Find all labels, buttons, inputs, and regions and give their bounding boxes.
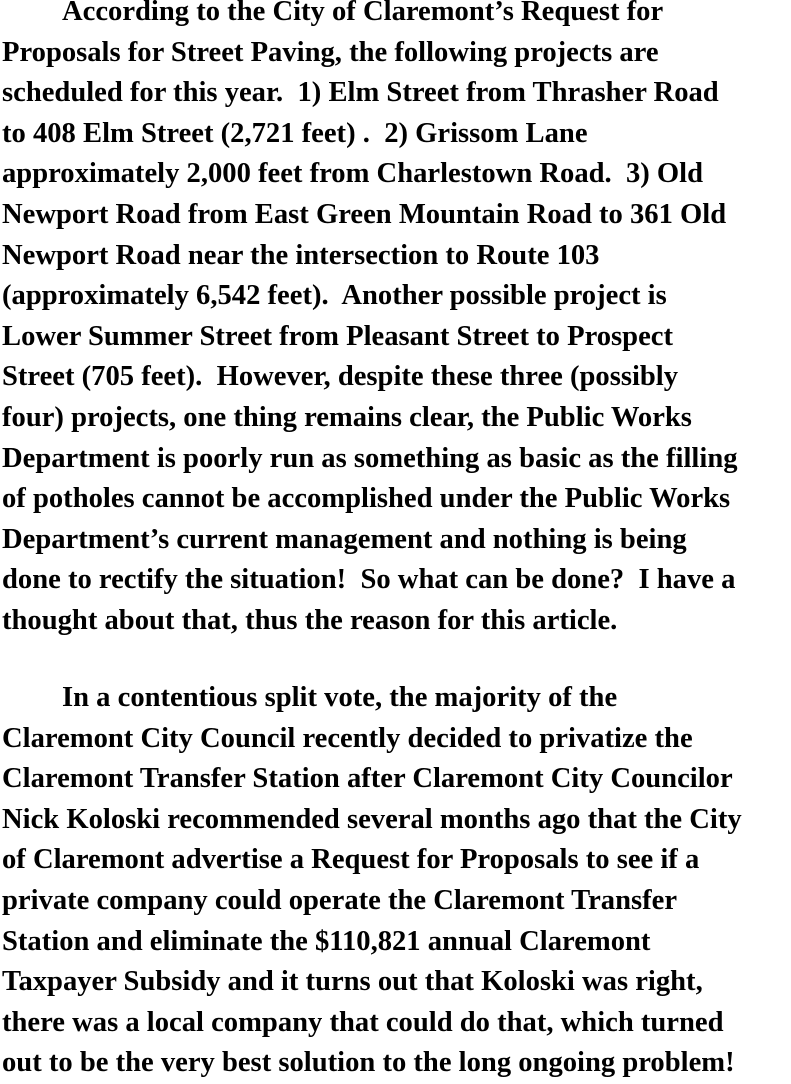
text-line: Newport Road near the intersection to Route 103 xyxy=(2,239,600,271)
text-line: Claremont City Council recently decided to privatize the xyxy=(2,722,693,754)
text-line: Taxpayer Subsidy and it turns out that Koloski was right, xyxy=(2,966,703,998)
text-line: Claremont Transfer Station after Claremont City Councilor xyxy=(2,763,733,795)
text-line: Newport Road from East Green Mountain Road to 361 Old xyxy=(2,198,727,230)
paragraph-street-paving xyxy=(2,0,790,642)
text-line: of Claremont advertise a Request for Proposals to see if a xyxy=(2,844,700,876)
text-line: private company could operate the Claremont Transfer xyxy=(2,884,678,916)
paragraph-transfer-station xyxy=(2,678,790,1084)
text-line: four) projects, one thing remains clear, the Public Works xyxy=(2,401,692,433)
text-line: Department is poorly run as something as basic as the filling xyxy=(2,442,738,474)
text-line: Proposals for Street Paving, the following projects are xyxy=(2,36,659,68)
text-line: In a contentious split vote, the majority of the xyxy=(62,682,618,713)
text-line: thought about that, thus the reason for this article. xyxy=(2,604,618,636)
text-line: scheduled for this year. 1) Elm Street from Thrasher Road xyxy=(2,77,719,109)
text-line: Street (705 feet). However, despite these three (possibly xyxy=(2,361,679,393)
text-line: Lower Summer Street from Pleasant Street to Prospect xyxy=(2,320,673,352)
text-line: there was a local company that could do that, which turned xyxy=(2,1006,724,1038)
text-line: done to rectify the situation! So what can be done? I have a xyxy=(2,564,736,596)
text-line: of potholes cannot be accomplished under the Public Works xyxy=(2,483,731,515)
text-line: Station and eliminate the $110,821 annual Claremont xyxy=(2,925,651,957)
text-line: Nick Koloski recommended several months ago that the City xyxy=(2,803,742,835)
text-line: (approximately 6,542 feet). Another possible project is xyxy=(2,280,667,312)
text-line: Department’s current management and nothing is being xyxy=(2,523,687,555)
text-line: According to the City of Claremont’s Request for xyxy=(62,0,664,27)
text-line: out to be the very best solution to the long ongoing problem! xyxy=(2,1047,735,1079)
text-line: to 408 Elm Street (2,721 feet) . 2) Grissom Lane xyxy=(2,117,588,149)
text-line: approximately 2,000 feet from Charlestown Road. 3) Old xyxy=(2,158,704,190)
